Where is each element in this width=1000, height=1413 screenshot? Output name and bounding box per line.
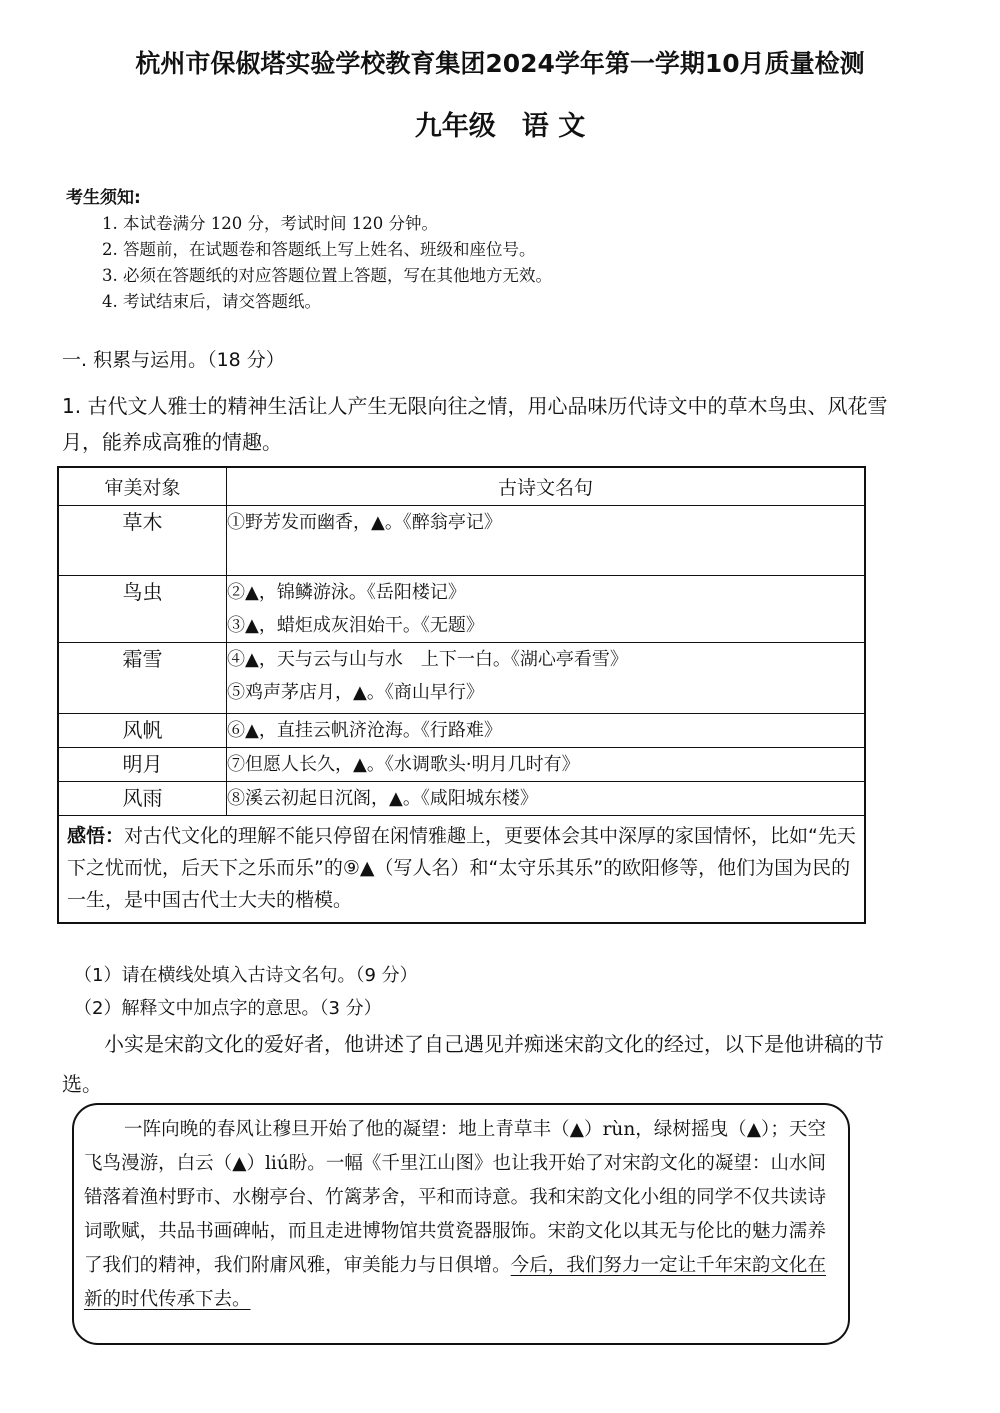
notice-item: 4. 考试结束后，请交答题纸。 — [102, 292, 321, 311]
sub-question-1: （1）请在横线处填入古诗文名句。（9 分） — [74, 965, 418, 986]
speech-excerpt-box — [72, 1103, 850, 1345]
poem-line: ⑧溪云初起日沉阁，▲。《咸阳城东楼》 — [227, 788, 538, 809]
poem-line: ①野芳发而幽香，▲。《醉翁亭记》 — [227, 512, 502, 533]
table-row — [58, 782, 865, 816]
table-row — [58, 748, 865, 782]
grade-label: 九年级 — [414, 111, 496, 142]
poem-table — [57, 466, 866, 924]
passage-intro: 小实是宋韵文化的爱好者，他讲述了自己遇见并痴迷宋韵文化的经过，以下是他讲稿的节选。 — [62, 1032, 884, 1096]
header-lines: 古诗文名句 — [227, 467, 866, 506]
reflection-label: 感悟： — [67, 825, 125, 847]
table-header-row — [58, 467, 865, 506]
table-row — [58, 643, 865, 714]
row-category: 鸟虫 — [58, 576, 227, 643]
speech-body: 一阵向晚的春风让穆旦开始了他的凝望：地上青草丰（▲）rùn，绿树摇曳（▲）；天空飞鸟漫游，白云（▲）liú盼。一幅《千里江山图》也让我开始了对宋韵文化的凝望：山水间错落着渔村野市、水榭亭台、竹篱茅舍，平和而诗意。我和宋韵文化小组的同学不仅共读诗词歌赋，共品书画碑帖，而且走进博物馆共赏瓷器服饰。宋韵文化以其无与伦比的魅力濡养了我们的精神，我们附庸风雅，审美能力与日俱增。 — [84, 1119, 826, 1276]
poem-line: ⑦但愿人长久，▲。《水调歌头·明月几时有》 — [227, 754, 580, 775]
exam-notice — [66, 185, 552, 315]
notice-list — [66, 211, 552, 315]
section-heading: 一. 积累与运用。（18 分） — [62, 349, 285, 371]
table-row — [58, 576, 865, 643]
poem-line: ⑥▲，直挂云帆济沧海。《行路难》 — [227, 720, 502, 741]
row-category: 风雨 — [58, 782, 227, 816]
row-category: 草木 — [58, 506, 227, 576]
notice-item: 3. 必须在答题纸的对应答题位置上答题，写在其他地方无效。 — [102, 266, 552, 285]
table-row — [58, 506, 865, 576]
header-category: 审美对象 — [58, 467, 227, 506]
reflection-cell — [58, 816, 865, 924]
row-category: 风帆 — [58, 714, 227, 748]
row-lines — [227, 748, 866, 782]
poem-line: ④▲，天与云与山与水 上下一白。《湖心亭看雪》 — [227, 649, 628, 670]
reflection-row — [58, 816, 865, 924]
reflection-text: 对古代文化的理解不能只停留在闲情雅趣上，更要体会其中深厚的家国情怀，比如“先天下之忧而忧，后天下之乐而乐”的⑨▲（写人名）和“太守乐其乐”的欧阳修等，他们为国为民的一生，是中国古代士大夫的楷模。 — [67, 825, 856, 911]
row-lines — [227, 714, 866, 748]
row-category: 霜雪 — [58, 643, 227, 714]
poem-line: ②▲，锦鳞游泳。《岳阳楼记》 — [227, 582, 466, 603]
subject-label: 语 文 — [521, 111, 586, 142]
row-lines — [227, 506, 866, 576]
poem-line: ③▲，蜡炬成灰泪始干。《无题》 — [227, 615, 484, 636]
grade-subject-heading — [0, 104, 1000, 143]
notice-item: 1. 本试卷满分 120 分，考试时间 120 分钟。 — [102, 214, 438, 233]
row-lines — [227, 782, 866, 816]
exam-title: 杭州市保俶塔实验学校教育集团2024学年第一学期10月质量检测 — [135, 49, 865, 78]
row-lines — [227, 576, 866, 643]
row-lines — [227, 643, 866, 714]
question-1-text: 1. 古代文人雅士的精神生活让人产生无限向往之情，用心品味历代诗文中的草木鸟虫、风花雪月，能养成高雅的情趣。 — [62, 394, 888, 454]
notice-item: 2. 答题前，在试题卷和答题纸上写上姓名、班级和座位号。 — [102, 240, 536, 259]
row-category: 明月 — [58, 748, 227, 782]
underlined-sentence: 今后，我们努力一定让千年宋韵文化在新的时代传承下去。 — [84, 1255, 826, 1310]
table-row — [58, 714, 865, 748]
notice-title: 考生须知: — [66, 188, 141, 208]
sub-question-2: （2）解释文中加点字的意思。（3 分） — [74, 998, 382, 1019]
poem-line: ⑤鸡声茅店月，▲。《商山早行》 — [227, 682, 484, 703]
